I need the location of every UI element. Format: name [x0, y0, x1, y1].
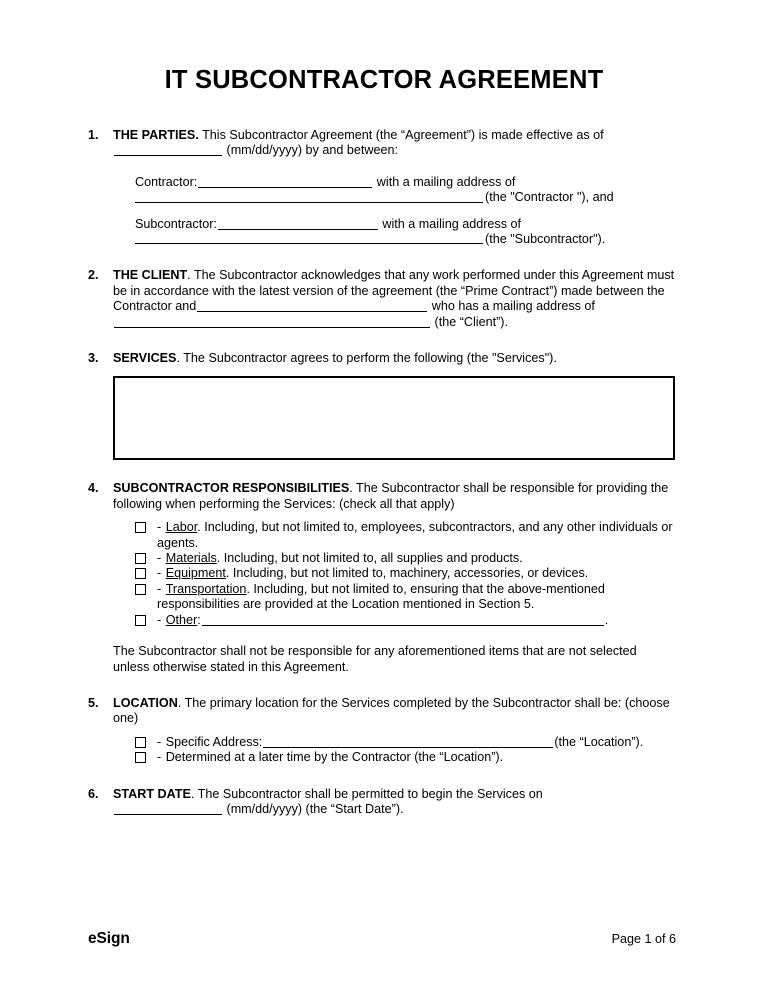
subcontractor-address-line	[135, 232, 676, 247]
materials-rest: . Including, but not limited to, all supplies and products.	[216, 551, 523, 566]
spacer	[113, 206, 676, 217]
section-number-2: 2.	[88, 268, 99, 283]
section-5-text-a: . The primary location for the Services completed by the Subcontractor shall be: (choose one)	[113, 695, 670, 726]
specific-address-blank[interactable]	[263, 735, 553, 748]
equipment-dash: -	[157, 566, 165, 581]
checkbox-determined-later[interactable]	[135, 752, 146, 763]
section-2-heading: THE CLIENT	[113, 268, 188, 283]
section-start-date	[88, 787, 676, 818]
determined-later-dash: -	[157, 750, 165, 765]
page-footer	[88, 930, 676, 948]
checkbox-equipment[interactable]	[135, 568, 146, 579]
responsibilities-checkbox-list	[135, 520, 676, 628]
section-number-4: 4.	[88, 481, 99, 496]
contractor-name-blank[interactable]	[198, 175, 372, 188]
section-1-body	[113, 128, 676, 159]
specific-address-tail: (the “Location”).	[554, 734, 644, 749]
page-number: Page 1 of 6	[611, 932, 676, 946]
subcontractor-block	[135, 217, 676, 248]
section-2-text-b: who has a mailing address of	[428, 299, 595, 314]
determined-later-term: Determined at a later time by the Contractor (the “Location”).	[165, 750, 504, 765]
location-checkbox-list	[135, 735, 676, 766]
spacer	[113, 628, 676, 644]
document-body	[88, 128, 676, 817]
transportation-dash: -	[157, 581, 165, 596]
labor-rest: . Including, but not limited to, employees, subcontractors, and any other individuals or agents.	[157, 520, 673, 550]
subcontractor-tail: (the "Subcontractor").	[485, 232, 606, 246]
section-location	[88, 696, 676, 766]
spacer	[88, 460, 676, 481]
specific-address-term: Specific Address:	[165, 734, 263, 749]
checkbox-materials[interactable]	[135, 553, 146, 564]
start-date-blank[interactable]	[114, 802, 222, 815]
section-1-text-a: This Subcontractor Agreement (the “Agreement”) is made effective as of	[198, 128, 604, 142]
section-the-parties	[88, 128, 676, 247]
section-1-heading: THE PARTIES.	[113, 128, 199, 142]
section-5-heading: LOCATION	[113, 695, 178, 710]
spacer	[88, 766, 676, 787]
spacer	[88, 247, 676, 268]
contractor-label: Contractor:	[135, 174, 198, 189]
checkbox-other[interactable]	[135, 615, 146, 626]
checkbox-row-transportation[interactable]	[135, 582, 676, 613]
spacer	[113, 159, 676, 175]
labor-dash: -	[157, 520, 165, 535]
transportation-term: Transportation	[165, 581, 247, 596]
effective-date-blank[interactable]	[114, 143, 222, 156]
client-name-blank[interactable]	[197, 299, 427, 312]
subcontractor-name-line	[135, 217, 676, 232]
section-4-text-a: . The Subcontractor shall be responsible for providing the following when performing the Services: (check all that apply)	[113, 481, 669, 511]
checkbox-specific-address[interactable]	[135, 737, 146, 748]
section-number-3: 3.	[88, 351, 99, 366]
section-2-text-a: . The Subcontractor acknowledges that any work performed under this Agreement must be in accordance with the latest version of the agreement (the “Prime Contract”) made between the Contractor and	[113, 268, 675, 314]
section-number-1: 1.	[88, 128, 99, 142]
section-number-5: 5.	[88, 695, 99, 710]
esign-logo[interactable]: eSign	[88, 930, 130, 947]
spacer	[88, 675, 676, 696]
section-4-heading: SUBCONTRACTOR RESPONSIBILITIES	[113, 481, 350, 496]
checkbox-labor[interactable]	[135, 522, 146, 533]
contractor-name-line	[135, 175, 676, 190]
client-address-blank[interactable]	[114, 315, 430, 328]
section-3-body	[113, 351, 676, 366]
checkbox-row-materials[interactable]	[135, 551, 676, 566]
labor-term: Labor	[165, 520, 198, 535]
subcontractor-mailing-text: with a mailing address of	[378, 216, 522, 231]
page-title: IT SUBCONTRACTOR AGREEMENT	[164, 66, 604, 94]
checkbox-row-equipment[interactable]	[135, 566, 676, 581]
section-6-heading: START DATE	[113, 786, 191, 801]
other-rest: :	[197, 612, 201, 627]
transportation-rest: . Including, but not limited to, ensuring that the above-mentioned responsibilities are provided at the Location mentioned in Section 5.	[157, 581, 605, 612]
section-5-body	[113, 696, 676, 727]
checkbox-row-determined-later[interactable]	[135, 750, 676, 765]
equipment-rest: . Including, but not limited to, machinery, accessories, or devices.	[225, 566, 589, 581]
other-trailing: .	[604, 612, 609, 627]
contractor-mailing-text: with a mailing address of	[373, 174, 516, 189]
section-3-text-a: . The Subcontractor agrees to perform the following (the "Services").	[176, 351, 557, 366]
section-2-body	[113, 268, 676, 330]
contractor-address-blank[interactable]	[135, 202, 483, 203]
subcontractor-name-blank[interactable]	[218, 217, 378, 230]
section-services	[88, 351, 676, 460]
other-dash: -	[157, 612, 165, 627]
checkbox-row-other[interactable]	[135, 613, 676, 628]
contractor-tail: (the "Contractor "), and	[485, 190, 614, 205]
equipment-term: Equipment	[165, 566, 226, 581]
section-number-6: 6.	[88, 786, 99, 801]
materials-dash: -	[157, 551, 165, 566]
spacer	[88, 330, 676, 351]
subcontractor-label: Subcontractor:	[135, 216, 217, 231]
section-3-heading: SERVICES	[113, 351, 177, 366]
subcontractor-address-blank[interactable]	[135, 243, 483, 244]
section-the-client	[88, 268, 676, 330]
other-term: Other	[165, 612, 198, 627]
section-6-text-a: . The Subcontractor shall be permitted to begin the Services on	[190, 786, 543, 801]
section-6-body	[113, 787, 676, 818]
section-4-body	[113, 481, 676, 512]
contractor-block	[135, 175, 676, 206]
checkbox-transportation[interactable]	[135, 584, 146, 595]
materials-term: Materials	[165, 551, 217, 566]
contractor-address-line	[135, 190, 676, 205]
services-description-box[interactable]	[113, 376, 675, 460]
section-6-text-b: (mm/dd/yyyy) (the “Start Date”).	[223, 801, 404, 816]
specific-address-dash: -	[157, 734, 165, 749]
checkbox-row-labor[interactable]	[135, 520, 676, 551]
other-blank[interactable]	[202, 613, 604, 626]
section-1-text-b: (mm/dd/yyyy) by and between:	[223, 143, 398, 158]
checkbox-row-specific-address[interactable]	[135, 735, 676, 750]
responsibilities-closing-text: The Subcontractor shall not be responsible for any aforementioned items that are not selected unless otherwise stated in this Agreement.	[113, 644, 637, 674]
section-subcontractor-responsibilities	[88, 481, 676, 674]
section-2-text-c: (the “Client”).	[431, 314, 508, 329]
